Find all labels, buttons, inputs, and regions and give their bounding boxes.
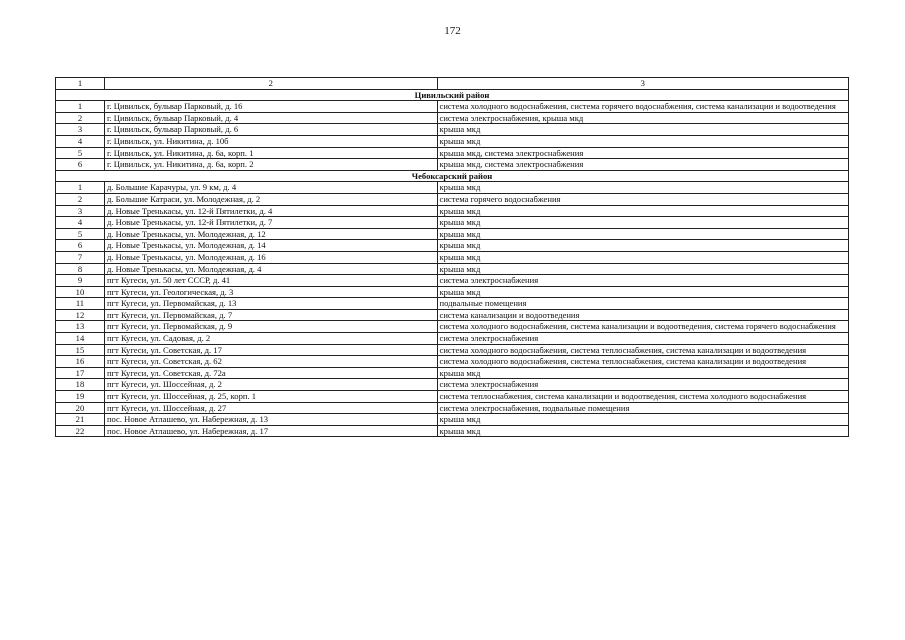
table-row bbox=[56, 356, 849, 368]
row-number: 17 bbox=[56, 367, 105, 379]
row-number: 10 bbox=[56, 286, 105, 298]
row-number: 18 bbox=[56, 379, 105, 391]
table-row bbox=[56, 217, 849, 229]
row-works: система электроснабжения, подвальные помещения bbox=[437, 402, 849, 414]
table-row bbox=[56, 124, 849, 136]
row-works: крыша мкд bbox=[437, 425, 849, 437]
row-number: 1 bbox=[56, 182, 105, 194]
section-row bbox=[56, 170, 849, 182]
row-address: д. Новые Тренькасы, ул. Молодежная, д. 14 bbox=[104, 240, 437, 252]
row-works: крыша мкд bbox=[437, 205, 849, 217]
table-row bbox=[56, 205, 849, 217]
row-address: пос. Новое Атлашево, ул. Набережная, д. 13 bbox=[104, 414, 437, 426]
row-number: 6 bbox=[56, 240, 105, 252]
row-address: д. Новые Тренькасы, ул. 12-й Пятилетки, д. 4 bbox=[104, 205, 437, 217]
row-number: 8 bbox=[56, 263, 105, 275]
row-address: г. Цивильск, ул. Никитина, д. 10б bbox=[104, 135, 437, 147]
row-address: пгт Кугеси, ул. Первомайская, д. 9 bbox=[104, 321, 437, 333]
table-row bbox=[56, 425, 849, 437]
row-number: 19 bbox=[56, 391, 105, 403]
row-number: 5 bbox=[56, 147, 105, 159]
table-row bbox=[56, 275, 849, 287]
row-works: система холодного водоснабжения, система канализации и водоотведения, система горячего водоснабжения bbox=[437, 321, 849, 333]
row-address: пгт Кугеси, ул. Шоссейная, д. 25, корп. 1 bbox=[104, 391, 437, 403]
table-row bbox=[56, 367, 849, 379]
row-works: система горячего водоснабжения bbox=[437, 193, 849, 205]
header-col-address: 2 bbox=[104, 78, 437, 90]
row-works: система электроснабжения bbox=[437, 379, 849, 391]
row-number: 22 bbox=[56, 425, 105, 437]
row-works: система теплоснабжения, система канализации и водоотведения, система холодного водоснабжения bbox=[437, 391, 849, 403]
table-row bbox=[56, 112, 849, 124]
table-row bbox=[56, 414, 849, 426]
row-works: система электроснабжения bbox=[437, 275, 849, 287]
row-address: пос. Новое Атлашево, ул. Набережная, д. 17 bbox=[104, 425, 437, 437]
row-number: 3 bbox=[56, 205, 105, 217]
table-row bbox=[56, 135, 849, 147]
row-works: крыша мкд bbox=[437, 124, 849, 136]
header-col-works: 3 bbox=[437, 78, 849, 90]
row-address: д. Новые Тренькасы, ул. 12-й Пятилетки, д. 7 bbox=[104, 217, 437, 229]
row-works: крыша мкд bbox=[437, 217, 849, 229]
row-number: 9 bbox=[56, 275, 105, 287]
row-works: система холодного водоснабжения, система теплоснабжения, система канализации и водоотведения bbox=[437, 356, 849, 368]
page-number: 172 bbox=[444, 25, 461, 37]
row-number: 4 bbox=[56, 217, 105, 229]
row-address: пгт Кугеси, ул. 50 лет СССР, д. 41 bbox=[104, 275, 437, 287]
row-number: 6 bbox=[56, 159, 105, 171]
row-address: пгт Кугеси, ул. Первомайская, д. 7 bbox=[104, 309, 437, 321]
row-number: 3 bbox=[56, 124, 105, 136]
row-number: 11 bbox=[56, 298, 105, 310]
table-row bbox=[56, 309, 849, 321]
section-title: Чебоксарский район bbox=[56, 170, 849, 182]
table-row bbox=[56, 101, 849, 113]
header-col-number: 1 bbox=[56, 78, 105, 90]
row-number: 5 bbox=[56, 228, 105, 240]
row-works: система электроснабжения bbox=[437, 333, 849, 345]
table-row bbox=[56, 402, 849, 414]
row-address: пгт Кугеси, ул. Садовая, д. 2 bbox=[104, 333, 437, 345]
table-row bbox=[56, 182, 849, 194]
row-address: пгт Кугеси, ул. Шоссейная, д. 27 bbox=[104, 402, 437, 414]
row-address: д. Большие Катраси, ул. Молодежная, д. 2 bbox=[104, 193, 437, 205]
row-works: крыша мкд bbox=[437, 135, 849, 147]
table-row bbox=[56, 228, 849, 240]
row-address: д. Новые Тренькасы, ул. Молодежная, д. 16 bbox=[104, 251, 437, 263]
row-address: пгт Кугеси, ул. Шоссейная, д. 2 bbox=[104, 379, 437, 391]
section-title: Цивильский район bbox=[56, 89, 849, 101]
row-address: г. Цивильск, бульвар Парковый, д. 4 bbox=[104, 112, 437, 124]
table-row bbox=[56, 333, 849, 345]
row-works: крыша мкд bbox=[437, 228, 849, 240]
table-row bbox=[56, 344, 849, 356]
row-works: крыша мкд bbox=[437, 286, 849, 298]
row-works: система холодного водоснабжения, система теплоснабжения, система канализации и водоотведения bbox=[437, 344, 849, 356]
row-works: крыша мкд bbox=[437, 182, 849, 194]
table-row bbox=[56, 159, 849, 171]
row-address: д. Новые Тренькасы, ул. Молодежная, д. 12 bbox=[104, 228, 437, 240]
row-number: 14 bbox=[56, 333, 105, 345]
header-row bbox=[56, 78, 849, 90]
row-number: 4 bbox=[56, 135, 105, 147]
row-number: 16 bbox=[56, 356, 105, 368]
row-number: 21 bbox=[56, 414, 105, 426]
table-row bbox=[56, 193, 849, 205]
row-number: 7 bbox=[56, 251, 105, 263]
row-number: 20 bbox=[56, 402, 105, 414]
row-number: 2 bbox=[56, 193, 105, 205]
row-address: г. Цивильск, бульвар Парковый, д. 6 bbox=[104, 124, 437, 136]
row-address: г. Цивильск, ул. Никитина, д. 6а, корп. 2 bbox=[104, 159, 437, 171]
row-works: крыша мкд, система электроснабжения bbox=[437, 147, 849, 159]
works-table bbox=[55, 77, 849, 437]
table-row bbox=[56, 286, 849, 298]
row-works: подвальные помещения bbox=[437, 298, 849, 310]
table-row bbox=[56, 391, 849, 403]
table-row bbox=[56, 298, 849, 310]
row-works: система электроснабжения, крыша мкд bbox=[437, 112, 849, 124]
row-address: пгт Кугеси, ул. Геологическая, д. 3 bbox=[104, 286, 437, 298]
row-address: пгт Кугеси, ул. Первомайская, д. 13 bbox=[104, 298, 437, 310]
row-address: пгт Кугеси, ул. Советская, д. 17 bbox=[104, 344, 437, 356]
row-works: крыша мкд bbox=[437, 367, 849, 379]
row-number: 2 bbox=[56, 112, 105, 124]
row-works: крыша мкд, система электроснабжения bbox=[437, 159, 849, 171]
row-works: система холодного водоснабжения, система горячего водоснабжения, система канализации и водоотведения bbox=[437, 101, 849, 113]
row-works: система канализации и водоотведения bbox=[437, 309, 849, 321]
row-address: пгт Кугеси, ул. Советская, д. 72а bbox=[104, 367, 437, 379]
row-number: 15 bbox=[56, 344, 105, 356]
row-works: крыша мкд bbox=[437, 251, 849, 263]
row-address: пгт Кугеси, ул. Советская, д. 62 bbox=[104, 356, 437, 368]
row-works: крыша мкд bbox=[437, 263, 849, 275]
section-row bbox=[56, 89, 849, 101]
row-number: 12 bbox=[56, 309, 105, 321]
row-address: д. Большие Карачуры, ул. 9 км, д. 4 bbox=[104, 182, 437, 194]
row-number: 1 bbox=[56, 101, 105, 113]
table-row bbox=[56, 321, 849, 333]
row-address: г. Цивильск, ул. Никитина, д. 6а, корп. 1 bbox=[104, 147, 437, 159]
table-row bbox=[56, 263, 849, 275]
table-row bbox=[56, 251, 849, 263]
row-number: 13 bbox=[56, 321, 105, 333]
row-works: крыша мкд bbox=[437, 414, 849, 426]
table-body bbox=[56, 78, 849, 437]
table-row bbox=[56, 379, 849, 391]
table-row bbox=[56, 240, 849, 252]
table-row bbox=[56, 147, 849, 159]
row-address: г. Цивильск, бульвар Парковый, д. 16 bbox=[104, 101, 437, 113]
row-works: крыша мкд bbox=[437, 240, 849, 252]
row-address: д. Новые Тренькасы, ул. Молодежная, д. 4 bbox=[104, 263, 437, 275]
